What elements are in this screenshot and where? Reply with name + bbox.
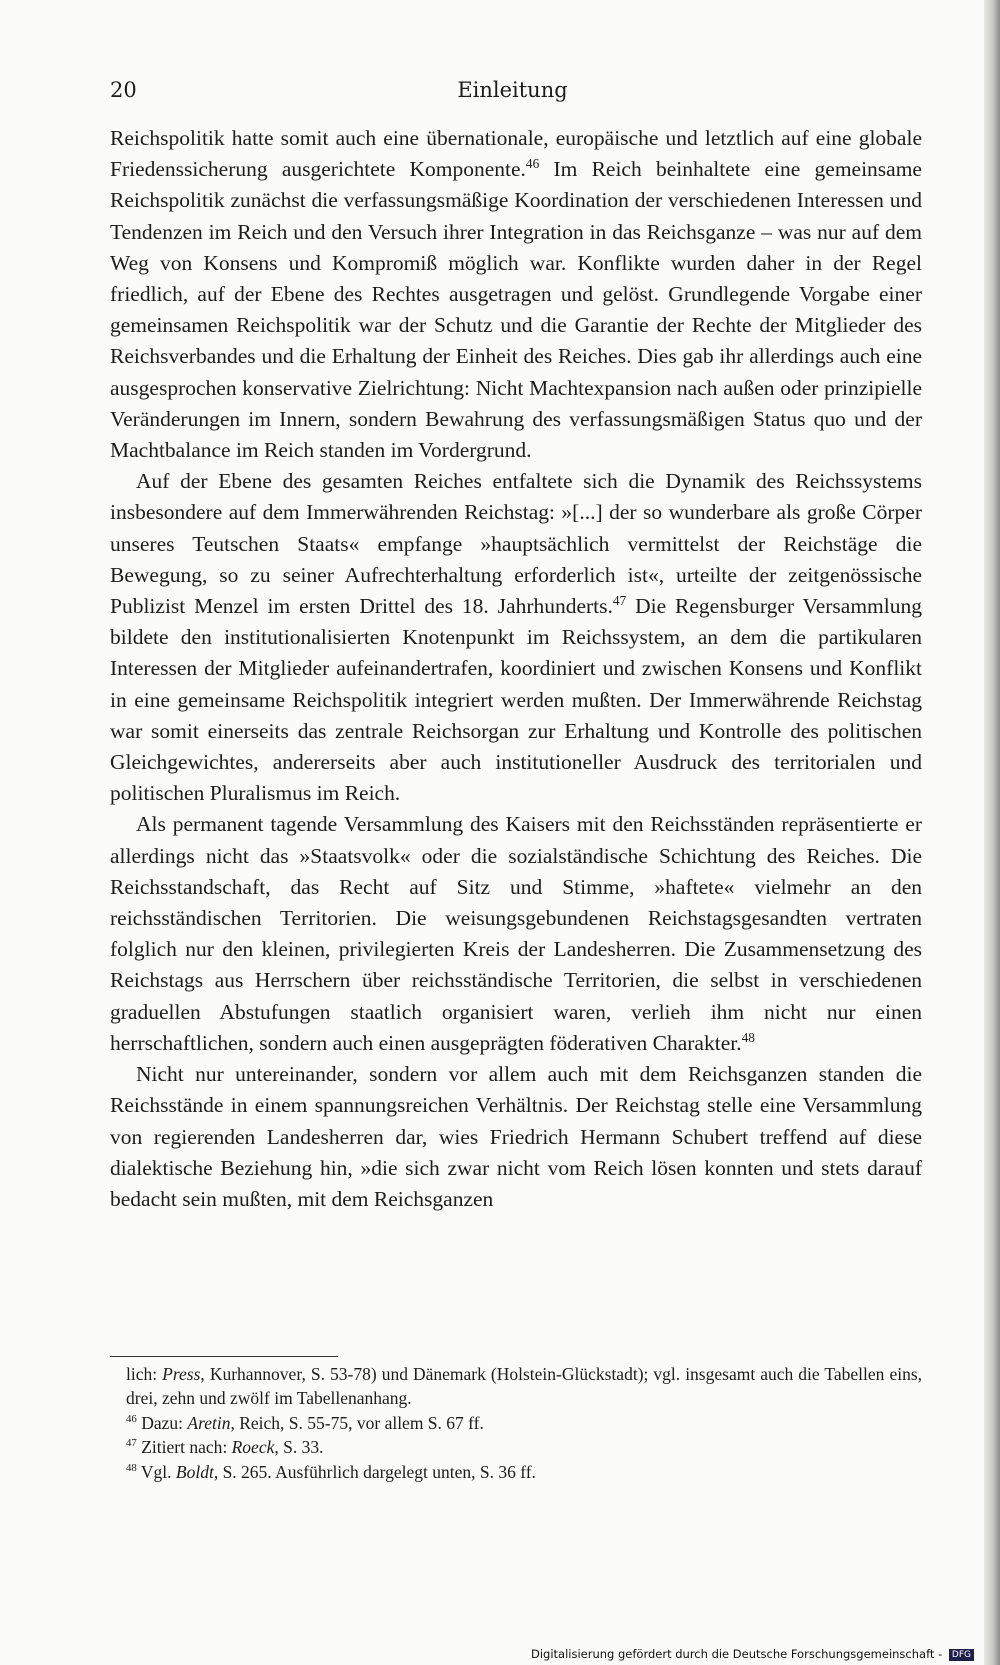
dfg-logo: DFG xyxy=(949,1649,974,1661)
footnote-ref[interactable]: 47 xyxy=(612,592,627,608)
running-head: Einleitung xyxy=(457,78,568,102)
footnote-47: $^{47}$ Zitiert nach: Roeck, S. 33. xyxy=(126,1437,324,1458)
footnote-continuation: lich: Press, Kurhannover, S. 53-78) und Dänemark (Holstein-Glückstadt); vgl. insgesamt auch die Tabellen eins, drei, zehn und zwölf im Tabellenanhang. xyxy=(126,1364,923,1409)
page-number: 20 xyxy=(110,78,137,102)
digitization-footer xyxy=(531,1647,974,1661)
paragraph: Reichspolitik hatte somit auch eine übernationale, europäische und letztlich auf eine globale Friedenssicherung ausgerichtete Komponente.$^{46}$ Im Reich beinhaltete eine gemeinsame Reichspolitik zunächst die verfassungsmäßige Koordination der verschiedenen Interessen und Tendenzen im Reich und den Versuch ihrer Integration in das Reichsganze – was nur auf dem Weg von Konsens und Kompromiß möglich war. Konflikte wurden daher in der Regel friedlich, auf der Ebene des Rechtes ausgetragen und gelöst. Grundlegende Vorgabe einer gemeinsamen Reichspolitik war der Schutz und die Garantie der Rechte der Mitglieder des Reichsverbandes und die Erhaltung der Einheit des Reiches. Dies gab ihr allerdings auch eine ausgesprochen konservative Zielrichtung: Nicht Machtexpansion nach außen oder prinzipielle Veränderungen im Innern, sondern Bewahrung des verfassungsmäßigen Status quo und der Machtbalance im Reich standen im Vordergrund. xyxy=(110,126,922,463)
footer-text: Digitalisierung gefördert durch die Deutsche Forschungsgemeinschaft - xyxy=(530,1647,943,1661)
footnote-ref[interactable]: 46 xyxy=(525,156,540,172)
paragraph: Nicht nur untereinander, sondern vor allem auch mit dem Reichsganzen standen die Reichsstände in einem spannungsreichen Verhältnis. Der Reichstag stelle eine Versammlung von regierenden Landesherren dar, wies Friedrich Hermann Schubert treffend auf diese dialektische Beziehung hin, »die sich zwar nicht vom Reich lösen konnten und stets darauf bedacht sein mußten, mit dem Reichsganzen xyxy=(110,1062,922,1211)
page-header xyxy=(110,78,915,110)
paragraph: Auf der Ebene des gesamten Reiches entfaltete sich die Dynamik des Reichssystems insbesondere auf dem Immerwährenden Reichstag: »[...] der so wunderbare als große Cörper unseres Teutschen Staats« empfange »hauptsächlich vermittelst der Reichstäge die Bewegung, so zu seiner Aufrechterhaltung erforderlich ist«, urteilte der zeitgenössische Publizist Menzel im ersten Drittel des 18. Jahrhunderts.$^{47}$ Die Regensburger Versammlung bildete den institutionalisierten Knotenpunkt im Reichssystem, an dem die partikularen Interessen der Mitglieder aufeinandertrafen, koordiniert und zwischen Konsens und Konflikt in eine gemeinsame Reichspolitik integriert werden mußten. Der Immerwährende Reichstag war somit einerseits das zentrale Reichsorgan zur Erhaltung und Kontrolle des politischen Gleichgewichtes, andererseits aber auch institutioneller Ausdruck des territorialen und politischen Pluralismus im Reich. xyxy=(110,469,922,806)
body-text xyxy=(110,123,922,1215)
page-edge xyxy=(984,0,1000,1665)
footnote-rule xyxy=(110,1356,338,1357)
footnotes xyxy=(126,1362,922,1484)
footnote-48: $^{48}$ Vgl. Boldt, S. 265. Ausführlich dargelegt unten, S. 36 ff. xyxy=(126,1461,536,1482)
footnote-46: $^{46}$ Dazu: Aretin, Reich, S. 55-75, vor allem S. 67 ff. xyxy=(126,1412,484,1433)
footnote-ref[interactable]: 48 xyxy=(741,1029,755,1045)
paragraph: Als permanent tagende Versammlung des Kaisers mit den Reichsständen repräsentierte er allerdings nicht das »Staatsvolk« oder die sozialständische Schichtung des Reiches. Die Reichsstandschaft, das Recht auf Sitz und Stimme, »haftete« vielmehr an den reichsständischen Territorien. Die weisungsgebundenen Reichstagsgesandten vertraten folglich nur den kleinen, privilegierten Kreis der Landesherren. Die Zusammensetzung des Reichstags aus Herrschern über reichsständische Territorien, die selbst in verschiedenen graduellen Abstufungen staatlich organisiert waren, verlieh ihm nicht nur einen herrschaftlichen, sondern auch einen ausgeprägten föderativen Charakter.$^{48}$ xyxy=(110,812,922,1055)
